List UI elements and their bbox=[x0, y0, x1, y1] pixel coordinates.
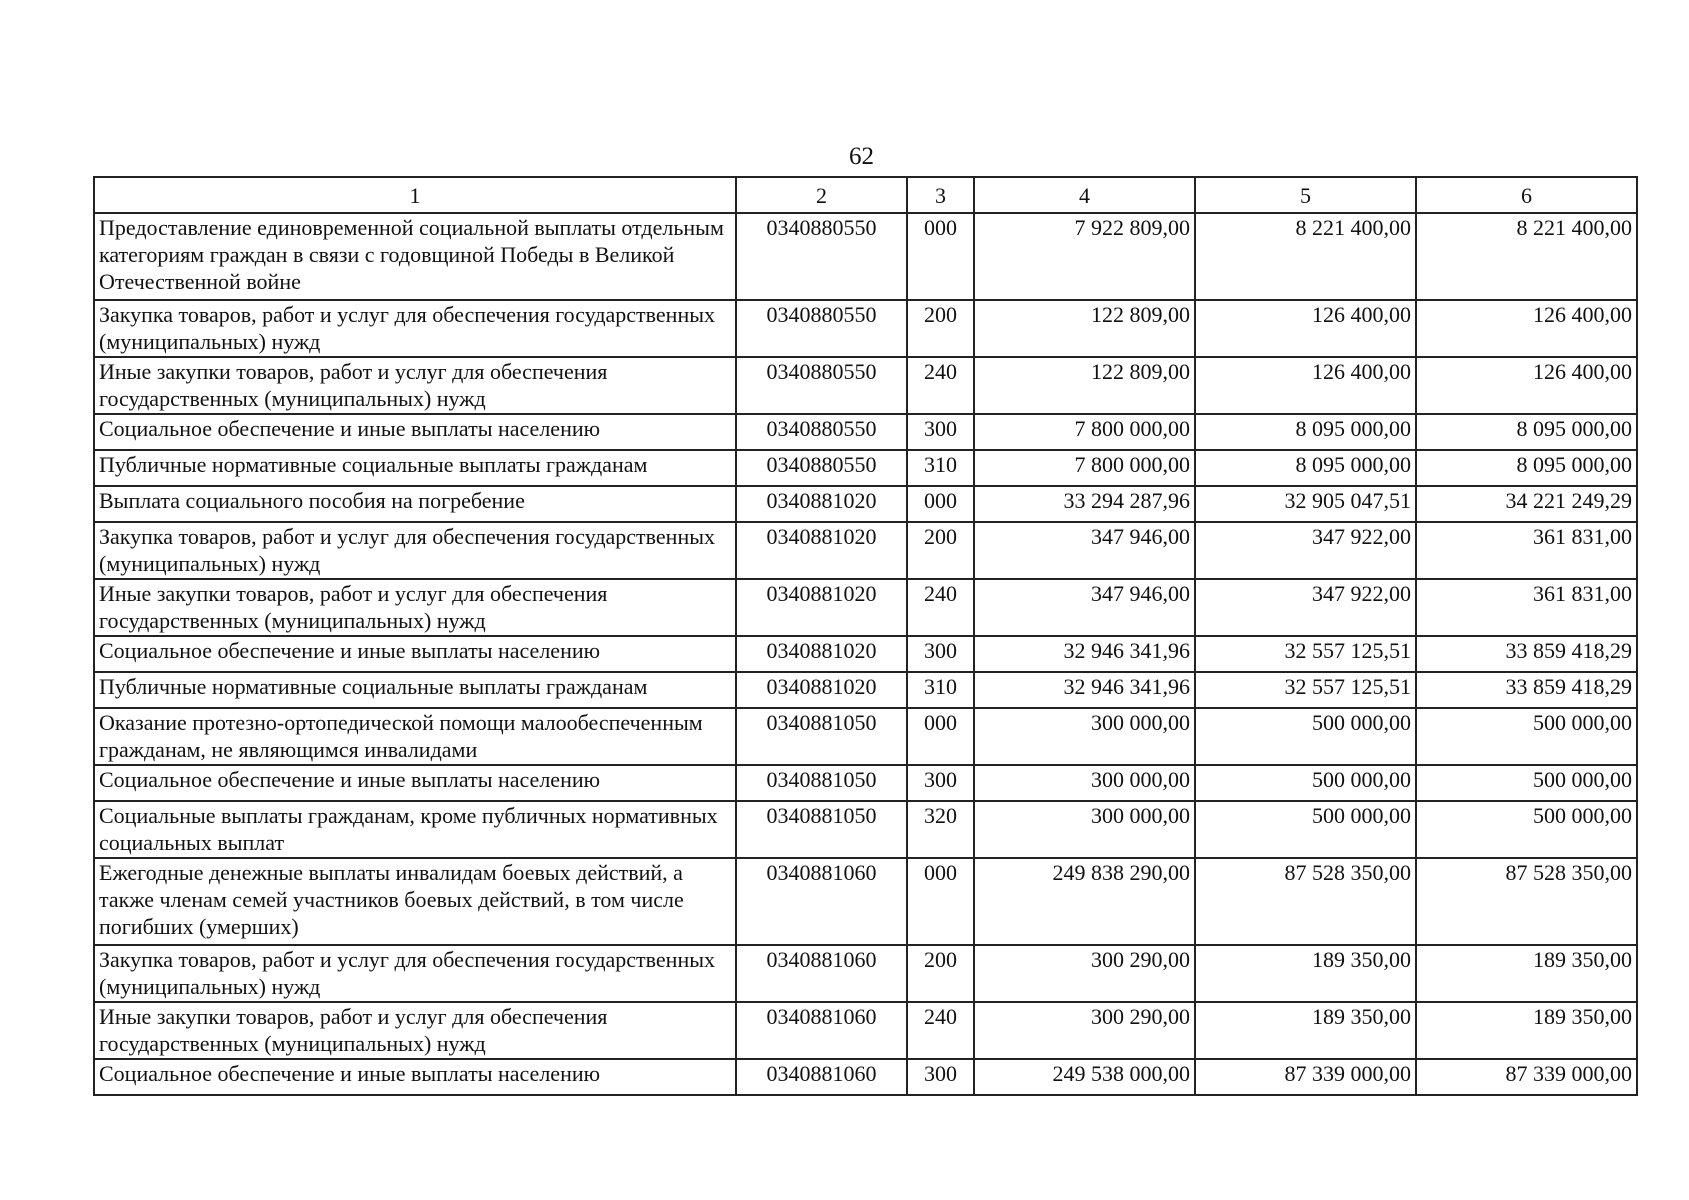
row-code: 0340880550 bbox=[736, 300, 907, 357]
row-code: 0340881020 bbox=[736, 672, 907, 708]
row-name: Закупка товаров, работ и услуг для обеспечения государственных (муниципальных) нужд bbox=[94, 300, 736, 357]
row-amount-3: 126 400,00 bbox=[1416, 300, 1637, 357]
row-amount-3: 126 400,00 bbox=[1416, 357, 1637, 414]
table-row bbox=[94, 414, 1637, 450]
row-type: 300 bbox=[907, 414, 974, 450]
row-amount-2: 189 350,00 bbox=[1195, 1002, 1416, 1059]
row-amount-2: 126 400,00 bbox=[1195, 300, 1416, 357]
row-type: 300 bbox=[907, 765, 974, 801]
header-col-2: 2 bbox=[736, 177, 907, 213]
row-code: 0340881020 bbox=[736, 636, 907, 672]
row-code: 0340881060 bbox=[736, 858, 907, 945]
row-name: Иные закупки товаров, работ и услуг для обеспечения государственных (муниципальных) нужд bbox=[94, 1002, 736, 1059]
row-type: 200 bbox=[907, 522, 974, 579]
row-name: Иные закупки товаров, работ и услуг для обеспечения государственных (муниципальных) нужд bbox=[94, 357, 736, 414]
row-amount-1: 33 294 287,96 bbox=[974, 486, 1195, 522]
row-amount-1: 122 809,00 bbox=[974, 300, 1195, 357]
row-amount-1: 347 946,00 bbox=[974, 522, 1195, 579]
header-col-6: 6 bbox=[1416, 177, 1637, 213]
row-amount-1: 347 946,00 bbox=[974, 579, 1195, 636]
row-code: 0340880550 bbox=[736, 357, 907, 414]
table-row bbox=[94, 300, 1637, 357]
row-type: 000 bbox=[907, 486, 974, 522]
row-code: 0340881020 bbox=[736, 486, 907, 522]
row-amount-3: 87 528 350,00 bbox=[1416, 858, 1637, 945]
row-amount-3: 8 095 000,00 bbox=[1416, 450, 1637, 486]
row-name: Предоставление единовременной социальной выплаты отдельным категориям граждан в связи с годовщиной Победы в Великой Отечественной войне bbox=[94, 213, 736, 300]
row-type: 200 bbox=[907, 300, 974, 357]
row-amount-2: 347 922,00 bbox=[1195, 579, 1416, 636]
table-row bbox=[94, 486, 1637, 522]
row-amount-1: 300 000,00 bbox=[974, 765, 1195, 801]
table-row bbox=[94, 765, 1637, 801]
row-amount-3: 500 000,00 bbox=[1416, 708, 1637, 765]
row-name: Социальное обеспечение и иные выплаты населению bbox=[94, 1059, 736, 1095]
header-col-4: 4 bbox=[974, 177, 1195, 213]
row-amount-1: 249 838 290,00 bbox=[974, 858, 1195, 945]
table-row bbox=[94, 672, 1637, 708]
table-row bbox=[94, 801, 1637, 858]
row-amount-3: 500 000,00 bbox=[1416, 801, 1637, 858]
row-amount-2: 189 350,00 bbox=[1195, 945, 1416, 1002]
row-name: Закупка товаров, работ и услуг для обеспечения государственных (муниципальных) нужд bbox=[94, 945, 736, 1002]
row-name: Иные закупки товаров, работ и услуг для обеспечения государственных (муниципальных) нужд bbox=[94, 579, 736, 636]
row-amount-2: 126 400,00 bbox=[1195, 357, 1416, 414]
row-type: 000 bbox=[907, 708, 974, 765]
row-type: 310 bbox=[907, 672, 974, 708]
row-amount-2: 87 528 350,00 bbox=[1195, 858, 1416, 945]
header-col-5: 5 bbox=[1195, 177, 1416, 213]
row-code: 0340881050 bbox=[736, 801, 907, 858]
row-code: 0340881060 bbox=[736, 945, 907, 1002]
row-amount-2: 500 000,00 bbox=[1195, 708, 1416, 765]
row-type: 000 bbox=[907, 213, 974, 300]
row-amount-3: 34 221 249,29 bbox=[1416, 486, 1637, 522]
row-type: 240 bbox=[907, 1002, 974, 1059]
table-row bbox=[94, 636, 1637, 672]
row-amount-2: 500 000,00 bbox=[1195, 765, 1416, 801]
table-row bbox=[94, 1002, 1637, 1059]
table-row bbox=[94, 213, 1637, 300]
row-amount-2: 32 557 125,51 bbox=[1195, 636, 1416, 672]
row-amount-3: 87 339 000,00 bbox=[1416, 1059, 1637, 1095]
table-row bbox=[94, 1059, 1637, 1095]
row-code: 0340881060 bbox=[736, 1002, 907, 1059]
row-amount-2: 8 095 000,00 bbox=[1195, 450, 1416, 486]
row-type: 320 bbox=[907, 801, 974, 858]
row-amount-1: 7 922 809,00 bbox=[974, 213, 1195, 300]
table-row bbox=[94, 945, 1637, 1002]
row-name: Публичные нормативные социальные выплаты гражданам bbox=[94, 672, 736, 708]
row-name: Выплата социального пособия на погребение bbox=[94, 486, 736, 522]
row-code: 0340880550 bbox=[736, 213, 907, 300]
table-row bbox=[94, 858, 1637, 945]
row-code: 0340880550 bbox=[736, 450, 907, 486]
row-amount-1: 300 290,00 bbox=[974, 1002, 1195, 1059]
row-amount-1: 300 000,00 bbox=[974, 708, 1195, 765]
row-code: 0340881050 bbox=[736, 708, 907, 765]
row-amount-2: 8 221 400,00 bbox=[1195, 213, 1416, 300]
table-row bbox=[94, 522, 1637, 579]
row-amount-3: 33 859 418,29 bbox=[1416, 636, 1637, 672]
row-type: 000 bbox=[907, 858, 974, 945]
row-name: Закупка товаров, работ и услуг для обеспечения государственных (муниципальных) нужд bbox=[94, 522, 736, 579]
row-name: Публичные нормативные социальные выплаты гражданам bbox=[94, 450, 736, 486]
row-name: Социальное обеспечение и иные выплаты населению bbox=[94, 765, 736, 801]
row-amount-1: 7 800 000,00 bbox=[974, 450, 1195, 486]
page-number: 62 bbox=[849, 143, 874, 170]
row-amount-2: 500 000,00 bbox=[1195, 801, 1416, 858]
row-type: 300 bbox=[907, 1059, 974, 1095]
header-col-3: 3 bbox=[907, 177, 974, 213]
table-row bbox=[94, 708, 1637, 765]
row-code: 0340881060 bbox=[736, 1059, 907, 1095]
row-name: Социальное обеспечение и иные выплаты населению bbox=[94, 636, 736, 672]
row-amount-2: 8 095 000,00 bbox=[1195, 414, 1416, 450]
header-col-1: 1 bbox=[94, 177, 736, 213]
row-amount-3: 8 095 000,00 bbox=[1416, 414, 1637, 450]
table-row bbox=[94, 450, 1637, 486]
row-amount-3: 33 859 418,29 bbox=[1416, 672, 1637, 708]
table-row bbox=[94, 357, 1637, 414]
row-amount-2: 87 339 000,00 bbox=[1195, 1059, 1416, 1095]
row-amount-3: 361 831,00 bbox=[1416, 579, 1637, 636]
row-type: 200 bbox=[907, 945, 974, 1002]
row-code: 0340881020 bbox=[736, 522, 907, 579]
row-amount-2: 32 905 047,51 bbox=[1195, 486, 1416, 522]
row-amount-1: 122 809,00 bbox=[974, 357, 1195, 414]
row-type: 240 bbox=[907, 579, 974, 636]
row-type: 300 bbox=[907, 636, 974, 672]
row-amount-1: 300 290,00 bbox=[974, 945, 1195, 1002]
row-amount-3: 361 831,00 bbox=[1416, 522, 1637, 579]
row-type: 310 bbox=[907, 450, 974, 486]
row-amount-3: 189 350,00 bbox=[1416, 1002, 1637, 1059]
row-amount-1: 300 000,00 bbox=[974, 801, 1195, 858]
row-amount-3: 8 221 400,00 bbox=[1416, 213, 1637, 300]
budget-table bbox=[93, 176, 1638, 1096]
row-code: 0340880550 bbox=[736, 414, 907, 450]
header-row bbox=[94, 177, 1637, 213]
row-name: Социальное обеспечение и иные выплаты населению bbox=[94, 414, 736, 450]
row-code: 0340881020 bbox=[736, 579, 907, 636]
row-amount-2: 347 922,00 bbox=[1195, 522, 1416, 579]
row-name: Оказание протезно-ортопедической помощи малообеспеченным гражданам, не являющимся инвалидами bbox=[94, 708, 736, 765]
row-amount-3: 189 350,00 bbox=[1416, 945, 1637, 1002]
row-amount-1: 32 946 341,96 bbox=[974, 672, 1195, 708]
table-row bbox=[94, 579, 1637, 636]
row-amount-1: 32 946 341,96 bbox=[974, 636, 1195, 672]
row-code: 0340881050 bbox=[736, 765, 907, 801]
row-name: Социальные выплаты гражданам, кроме публичных нормативных социальных выплат bbox=[94, 801, 736, 858]
row-amount-2: 32 557 125,51 bbox=[1195, 672, 1416, 708]
row-name: Ежегодные денежные выплаты инвалидам боевых действий, а также членам семей участников боевых действий, в том числе погибших (умерших) bbox=[94, 858, 736, 945]
row-type: 240 bbox=[907, 357, 974, 414]
row-amount-3: 500 000,00 bbox=[1416, 765, 1637, 801]
row-amount-1: 249 538 000,00 bbox=[974, 1059, 1195, 1095]
row-amount-1: 7 800 000,00 bbox=[974, 414, 1195, 450]
